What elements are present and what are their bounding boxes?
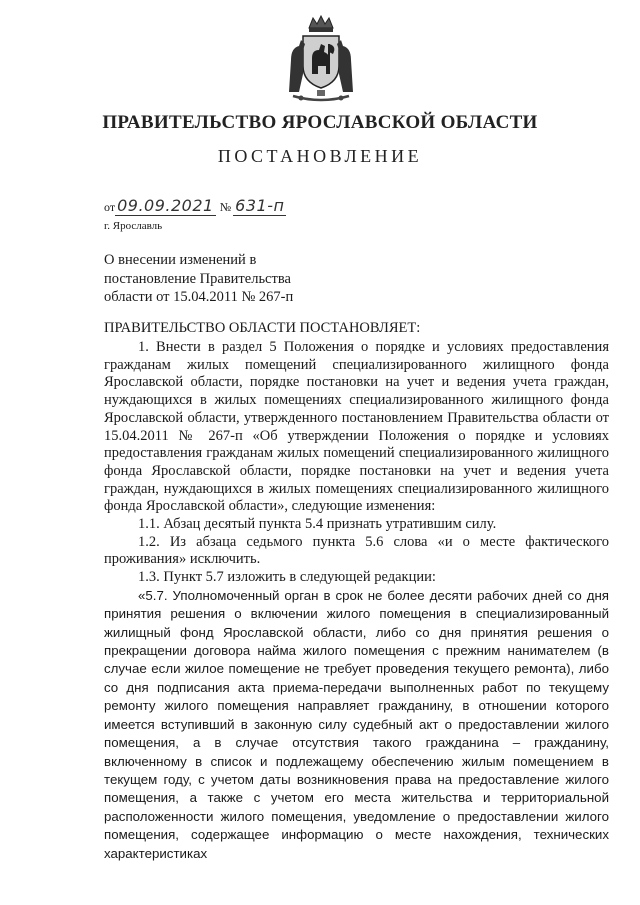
paragraph-1-1: 1.1. Абзац десятый пункта 5.4 признать утратившим силу. xyxy=(138,516,497,533)
document-date: 09.09.2021 xyxy=(117,196,214,215)
subject-line: постановление Правительства xyxy=(104,270,291,287)
document-subject xyxy=(104,251,424,307)
coat-of-arms-icon xyxy=(285,14,357,104)
paragraph-1-3: 1.3. Пункт 5.7 изложить в следующей редакции: xyxy=(138,569,436,586)
paragraph-1-2: 1.2. Из абзаца седьмого пункта 5.6 слова «и о месте фактического проживания» исключить. xyxy=(104,533,609,568)
subject-line: области от 15.04.2011 № 267-п xyxy=(104,289,294,305)
subject-line: О внесении изменений в xyxy=(104,252,257,268)
city: г. Ярославль xyxy=(104,220,163,232)
document-number: 631-п xyxy=(235,196,285,215)
document-type: ПОСТАНОВЛЕНИЕ xyxy=(217,146,423,166)
government-title: ПРАВИТЕЛЬСТВО ЯРОСЛАВСКОЙ ОБЛАСТИ xyxy=(102,112,538,133)
date-number-line xyxy=(104,196,286,216)
decree-body xyxy=(104,339,609,863)
date-prefix: от xyxy=(104,200,116,214)
decree-heading: ПРАВИТЕЛЬСТВО ОБЛАСТИ ПОСТАНОВЛЯЕТ: xyxy=(104,320,421,336)
paragraph-1: 1. Внести в раздел 5 Положения о порядке и условиях предоставления гражданам жилых помещений специализированного жилищного фонда Ярославской области, порядке постановки на учет и ведения учета граждан, нуждающихся в жилых помещениях специализированного жилищного фонда Ярославской области, утвержденного постановлением Правительства области от 15.04.2011 № 267-п «Об утверждении Положения о порядке и условиях предоставления гражданам жилых помещений специализированного жилищного фонда Ярославской области, порядке постановки на учет и ведения учета граждан, нуждающихся в жилых помещениях специализированного жилищного фонда Ярославской области», следующие изменения: xyxy=(104,339,609,515)
paragraph-5-7: «5.7. Уполномоченный орган в срок не более десяти рабочих дней со дня принятия решения о включении жилого помещения в специализированный жилищный фонд Ярославской области, либо со дня принятия решения о прекращении договора найма жилого помещения с прежним нанимателем (в случае если жилое помещение не требует проведения текущего ремонта), либо со дня подписания акта приема-передачи выполненных работ по текущему ремонту жилого помещения направляет гражданину, в отношении которого имеется вступивший в законную силу судебный акт о предоставлении жилого помещения, а в случае отсутствия такого гражданина – гражданину, включенному в список и подлежащему обеспечению жилым помещением в текущем году, с учетом даты возникновения права на предоставление жилого помещения, а также с учетом его места жительства и территориальной расположенности жилого помещения, уведомление о предоставлении жилого помещения, содержащее информацию о месте нахождения, технических характеристиках xyxy=(104,587,609,861)
number-sign: № xyxy=(219,200,232,214)
